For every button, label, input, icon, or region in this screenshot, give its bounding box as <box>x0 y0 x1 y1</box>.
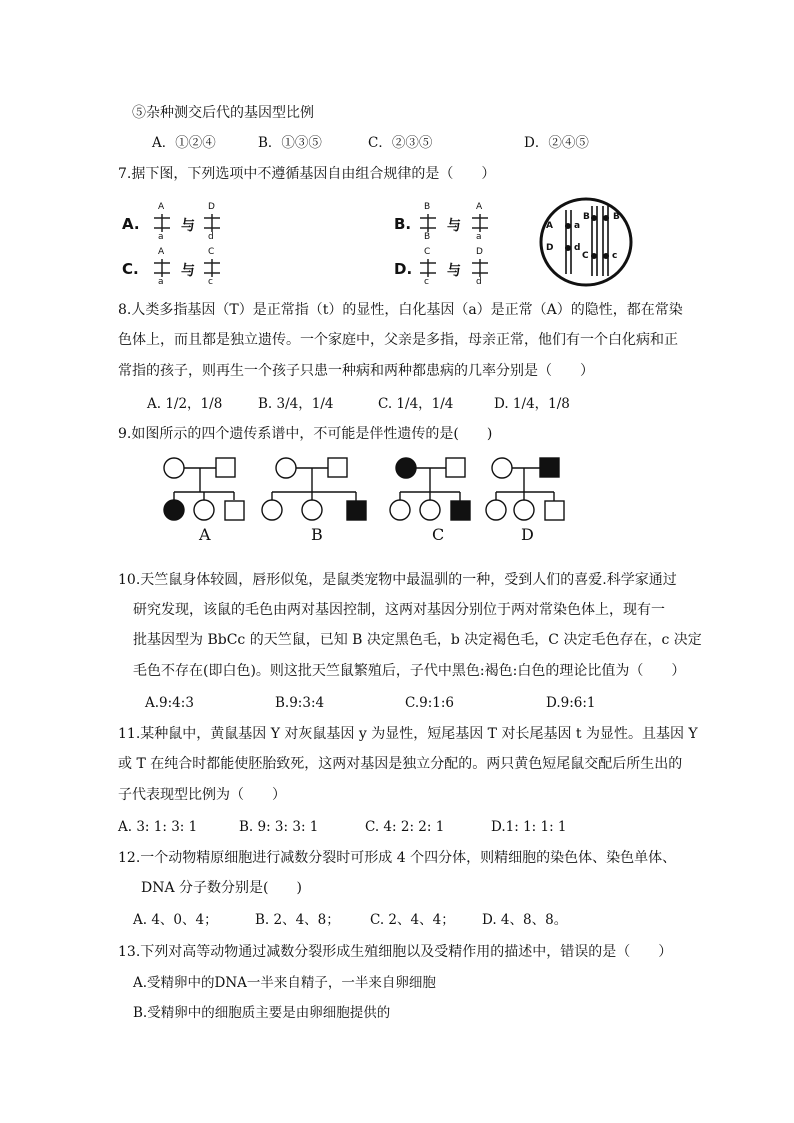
q9-pedigrees <box>150 454 590 526</box>
q7-a-with: 与 <box>181 218 195 234</box>
q11-line-1: 11.某种鼠中，黄鼠基因 Y 对灰鼠基因 y 为显性，短尾基因 T 对长尾基因 t 为显性。且基因 Y <box>118 726 698 742</box>
q7-c-right-bottom: c <box>208 277 213 287</box>
q7-d-right-top: D <box>476 247 483 257</box>
q9-label-d[interactable]: D <box>521 525 534 544</box>
q7-stem: 7.据下图，下列选项中不遵循基因自由组合规律的是（ ） <box>118 166 496 182</box>
q10-option-c[interactable]: C.9:1:6 <box>405 695 455 711</box>
q7-cell-a: a <box>574 221 581 231</box>
q10-line-2: 研究发现，该鼠的毛色由两对基因控制，这两对基因分别位于两对常染色体上，现有一 <box>133 602 665 618</box>
q7-a-right-bottom: d <box>208 232 214 242</box>
q12-option-c[interactable]: C. 2、4、4； <box>370 912 455 928</box>
q6-option-c[interactable]: C．②③⑤ <box>368 135 433 151</box>
q7-option-b-label[interactable]: B. <box>394 215 412 233</box>
q7-c-right-top: C <box>208 247 215 257</box>
q9-label-a[interactable]: A <box>199 525 211 544</box>
q13-option-b[interactable]: B.受精卵中的细胞质主要是由卵细胞提供的 <box>133 1005 391 1021</box>
q12-line-2: DNA 分子数分别是( ) <box>141 880 302 896</box>
q7-b-right-top: A <box>476 202 483 212</box>
q7-cell-d: d <box>574 243 581 253</box>
q11-option-a[interactable]: A. 3: 1: 3: 1 <box>118 819 198 835</box>
q8-option-a[interactable]: A. 1/2，1/8 <box>147 396 223 412</box>
q7-b-left-bottom: B <box>424 232 431 242</box>
q7-d-left-bottom: c <box>424 277 429 287</box>
q12-line-1: 12.一个动物精原细胞进行减数分裂时可形成 4 个四分体，则精细胞的染色体、染色单体、 <box>118 850 677 866</box>
q6-option-d[interactable]: D．②④⑤ <box>524 135 589 151</box>
q7-cell-D: D <box>546 243 554 253</box>
q8-line-1: 8.人类多指基因（T）是正常指（t）的显性，白化基因（a）是正常（A）的隐性，都在常染 <box>118 302 683 318</box>
q12-option-d[interactable]: D. 4、8、8。 <box>482 912 568 928</box>
q11-line-3: 子代表现型比例为（ ） <box>118 787 286 803</box>
q10-line-1: 10.天竺鼠身体较圆，唇形似兔，是鼠类宠物中最温驯的一种，受到人们的喜爱.科学家通过 <box>118 572 677 588</box>
q7-option-d-label[interactable]: D. <box>394 260 413 278</box>
q11-option-b[interactable]: B. 9: 3: 3: 1 <box>239 819 319 835</box>
q10-option-a[interactable]: A.9:4:3 <box>145 695 194 711</box>
q7-b-right-bottom: a <box>476 232 482 242</box>
q6-option-a[interactable]: A．①②④ <box>152 135 216 151</box>
q11-line-2: 或 T 在纯合时都能使胚胎致死，这两对基因是独立分配的。两只黄色短尾鼠交配后所生出的 <box>118 756 683 772</box>
q8-option-c[interactable]: C. 1/4，1/4 <box>378 396 454 412</box>
q12-option-b[interactable]: B. 2、4、8； <box>255 912 340 928</box>
q7-cell-B1: B <box>583 212 590 222</box>
q10-line-4: 毛色不存在(即白色)。则这批天竺鼠繁殖后，子代中黑色:褐色:白色的理论比值为（ ） <box>133 663 686 679</box>
q7-a-right-top: D <box>208 202 215 212</box>
q10-option-d[interactable]: D.9:6:1 <box>546 695 596 711</box>
q9-stem: 9.如图所示的四个遗传系谱中，不可能是伴性遗传的是( ) <box>118 426 493 442</box>
q7-option-c-label[interactable]: C. <box>122 260 139 278</box>
q7-a-left-top: A <box>158 202 165 212</box>
q8-line-2: 色体上，而且都是独立遗传。一个家庭中，父亲是多指，母亲正常，他们有一个白化病和正 <box>118 332 678 348</box>
q9-label-b[interactable]: B <box>311 525 323 544</box>
q10-line-3: 批基因型为 BbCc 的天竺鼠，已知 B 决定黑色毛，b 决定褐色毛，C 决定毛色存在，c 决定 <box>133 632 702 648</box>
q7-d-with: 与 <box>447 263 461 279</box>
q7-d-left-top: C <box>424 247 431 257</box>
q8-option-b[interactable]: B. 3/4，1/4 <box>258 396 334 412</box>
q7-cell-A: A <box>546 221 553 231</box>
q7-b-with: 与 <box>447 218 461 234</box>
q11-option-c[interactable]: C. 4: 2: 2: 1 <box>365 819 445 835</box>
q7-c-left-bottom: a <box>158 277 164 287</box>
q6-option-b[interactable]: B．①③⑤ <box>258 135 322 151</box>
q7-c-left-top: A <box>158 247 165 257</box>
q13-option-a[interactable]: A.受精卵中的DNA一半来自精子，一半来自卵细胞 <box>133 975 436 991</box>
q10-option-b[interactable]: B.9:3:4 <box>275 695 325 711</box>
q7-c-with: 与 <box>181 263 195 279</box>
q11-option-d[interactable]: D.1: 1: 1: 1 <box>491 819 567 835</box>
q7-cell-B2: B <box>613 212 620 222</box>
q7-cell-C: C <box>582 251 589 261</box>
q8-line-3: 常指的孩子，则再生一个孩子只患一种病和两种都患病的几率分别是（ ） <box>118 363 594 379</box>
q7-a-left-bottom: a <box>158 232 164 242</box>
q9-label-c[interactable]: C <box>432 525 445 544</box>
q13-stem: 13.下列对高等动物通过减数分裂形成生殖细胞以及受精作用的描述中，错误的是（ ） <box>118 944 673 960</box>
q7-cell-c: c <box>612 251 618 261</box>
q8-option-d[interactable]: D. 1/4，1/8 <box>494 396 570 412</box>
q6-item5: ⑤杂种测交后代的基因型比例 <box>132 105 314 121</box>
q12-option-a[interactable]: A. 4、0、4； <box>133 912 218 928</box>
q7-option-a-label[interactable]: A. <box>122 215 140 233</box>
q7-b-left-top: B <box>424 202 431 212</box>
q7-d-right-bottom: d <box>476 277 482 287</box>
q7-cell-diagram <box>538 196 634 288</box>
